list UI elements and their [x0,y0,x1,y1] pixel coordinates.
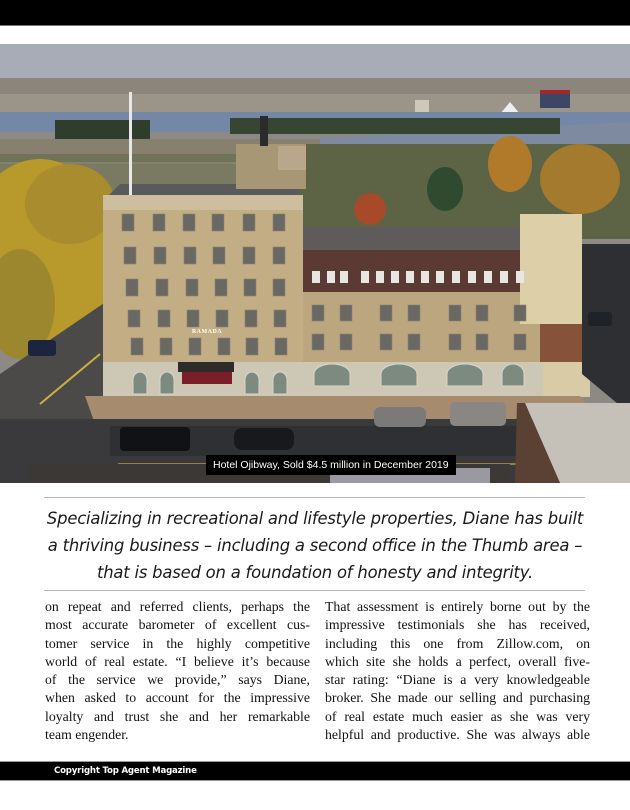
photo-caption: Hotel Ojibway, Sold $4.5 million in December 2019 [206,455,456,475]
body-line: star rating: “Diane is a very knowledgeable [325,672,590,688]
body-line: of the service we provide,” says Diane, [45,672,310,688]
body-line: That assessment is entirely borne out by the [325,599,590,614]
body-line: loyalty and trust she and her remarkable [45,708,310,724]
body-line: broker. She made our selling and purchasing [325,690,590,706]
body-line: of real estate much easier as she was very [325,708,590,724]
body-line: which site she holds a perfect, overall five- [325,653,590,669]
body-line: impressive testimonials she has received, [325,617,590,633]
body-column-right [325,598,590,744]
pull-quote-line: that is based on a foundation of honesty and integrity. [96,563,534,582]
top-black-bar [0,0,630,26]
pull-quote-line: a thriving business – including a second office in the Thumb area – [47,536,583,555]
body-line: including this one from Zillow.com, on [325,635,590,651]
pull-quote-line: Specializing in recreational and lifestyle properties, Diane has built [46,509,584,528]
body-line: team engender. [45,727,129,743]
pull-quote-top-rule [44,497,585,498]
body-line: tomer service in the highly competitive [45,635,310,651]
body-line: on repeat and referred clients, perhaps the [45,599,310,614]
pull-quote-bottom-rule [44,590,585,591]
body-line: helpful and productive. She was always able [325,727,590,743]
ramada-sign: RAMADA [191,329,223,335]
pull-quote [40,505,590,586]
building-windows [0,44,630,483]
body-line: most accurate barometer of excellent cus- [45,617,310,633]
body-line: when asked to account for the impressive [45,690,310,706]
footer-bar [0,761,630,781]
body-column-left [45,598,310,744]
copyright-text: Copyright Top Agent Magazine [54,766,197,776]
body-line: world of real estate. “I believe it’s because [45,653,310,669]
hotel-photo [0,44,630,483]
